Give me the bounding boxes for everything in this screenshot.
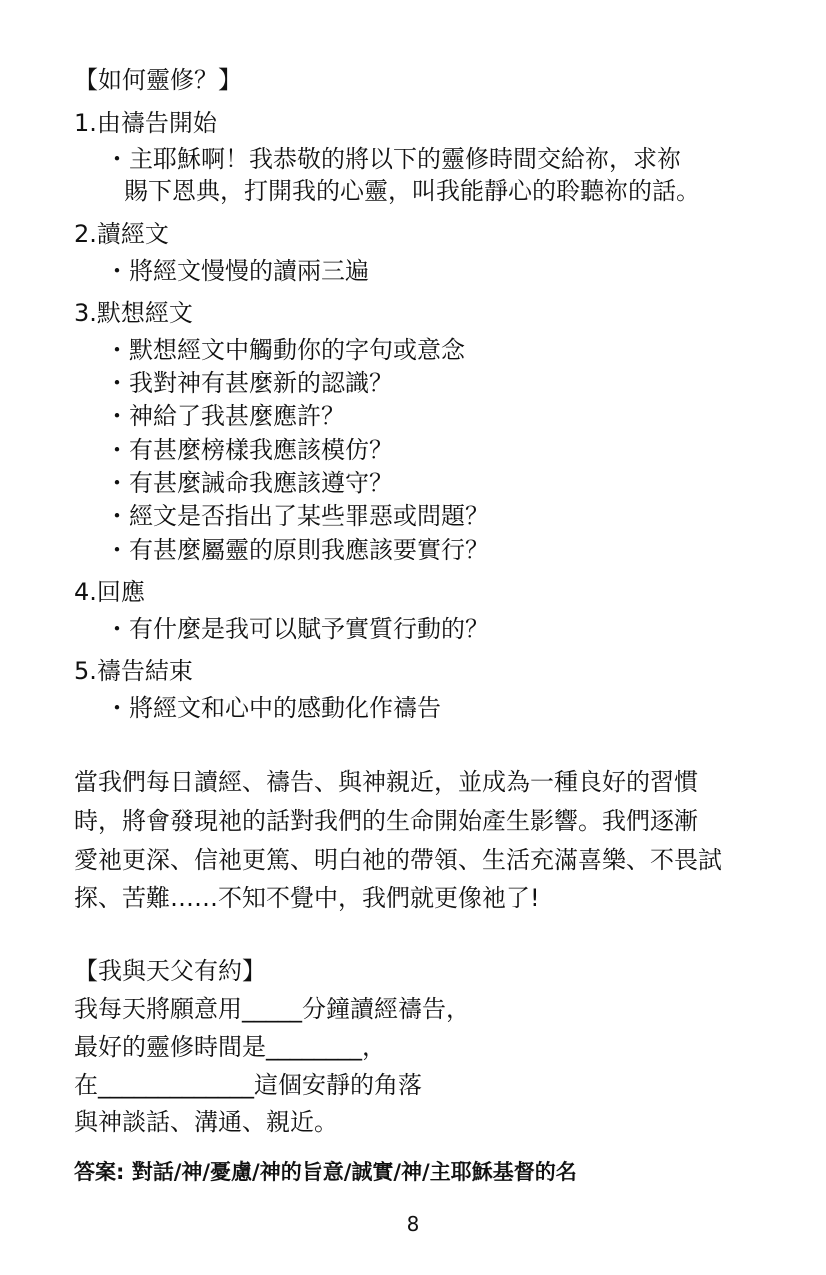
step-3-bullet-3: ・神給了我甚麼應許？ <box>105 402 345 430</box>
paragraph-line-1: 當我們每日讀經、禱告、與神親近，並成為一種良好的習慣 <box>74 768 698 796</box>
step-3-title: 3.默想經文 <box>74 299 193 327</box>
step-3-bullet-6: ・經文是否指出了某些罪惡或問題？ <box>105 502 489 530</box>
step-2-title: 2.讀經文 <box>74 220 169 248</box>
answer-key: 答案: 對話/神/憂慮/神的旨意/誠實/神/主耶穌基督的名 <box>74 1160 577 1184</box>
step-3-bullet-7: ・有甚麼屬靈的原則我應該要實行？ <box>105 536 489 564</box>
step-3-bullet-4: ・有甚麼榜樣我應該模仿？ <box>105 436 393 464</box>
paragraph-line-2: 時，將會發現祂的話對我們的生命開始產生影響。我們逐漸 <box>74 807 698 835</box>
paragraph-line-4: 探、苦難……不知不覺中，我們就更像祂了! <box>74 884 540 912</box>
step-1-title: 1.由禱告開始 <box>74 109 217 137</box>
section-title-how-to-devotion: 【如何靈修？】 <box>74 66 242 94</box>
page-number: 8 <box>406 1212 420 1236</box>
step-2-bullet-1: ・將經文慢慢的讀兩三遍 <box>105 257 369 285</box>
step-5-bullet-1: ・將經文和心中的感動化作禱告 <box>105 694 441 722</box>
step-4-bullet-1: ・有什麼是我可以賦予實質行動的？ <box>105 615 489 643</box>
covenant-line-3: 在_____________這個安靜的角落 <box>74 1071 422 1099</box>
covenant-line-2: 最好的靈修時間是________， <box>74 1033 386 1061</box>
covenant-line-4: 與神談話、溝通、親近。 <box>74 1108 338 1136</box>
section-title-covenant: 【我與天父有約】 <box>74 957 266 985</box>
step-4-title: 4.回應 <box>74 578 145 606</box>
step-3-bullet-2: ・我對神有甚麼新的認識？ <box>105 369 393 397</box>
step-1-bullet-1-continued: 賜下恩典，打開我的心靈，叫我能靜心的聆聽祢的話。 <box>124 177 700 205</box>
step-3-bullet-1: ・默想經文中觸動你的字句或意念 <box>105 336 465 364</box>
step-1-bullet-1: ・主耶穌啊！我恭敬的將以下的靈修時間交給祢，求祢 <box>105 145 681 173</box>
step-3-bullet-5: ・有甚麼誡命我應該遵守？ <box>105 469 393 497</box>
covenant-line-1: 我每天將願意用_____分鐘讀經禱告， <box>74 995 470 1023</box>
paragraph-line-3: 愛祂更深、信祂更篤、明白祂的帶領、生活充滿喜樂、不畏試 <box>74 846 722 874</box>
step-5-title: 5.禱告結束 <box>74 657 193 685</box>
